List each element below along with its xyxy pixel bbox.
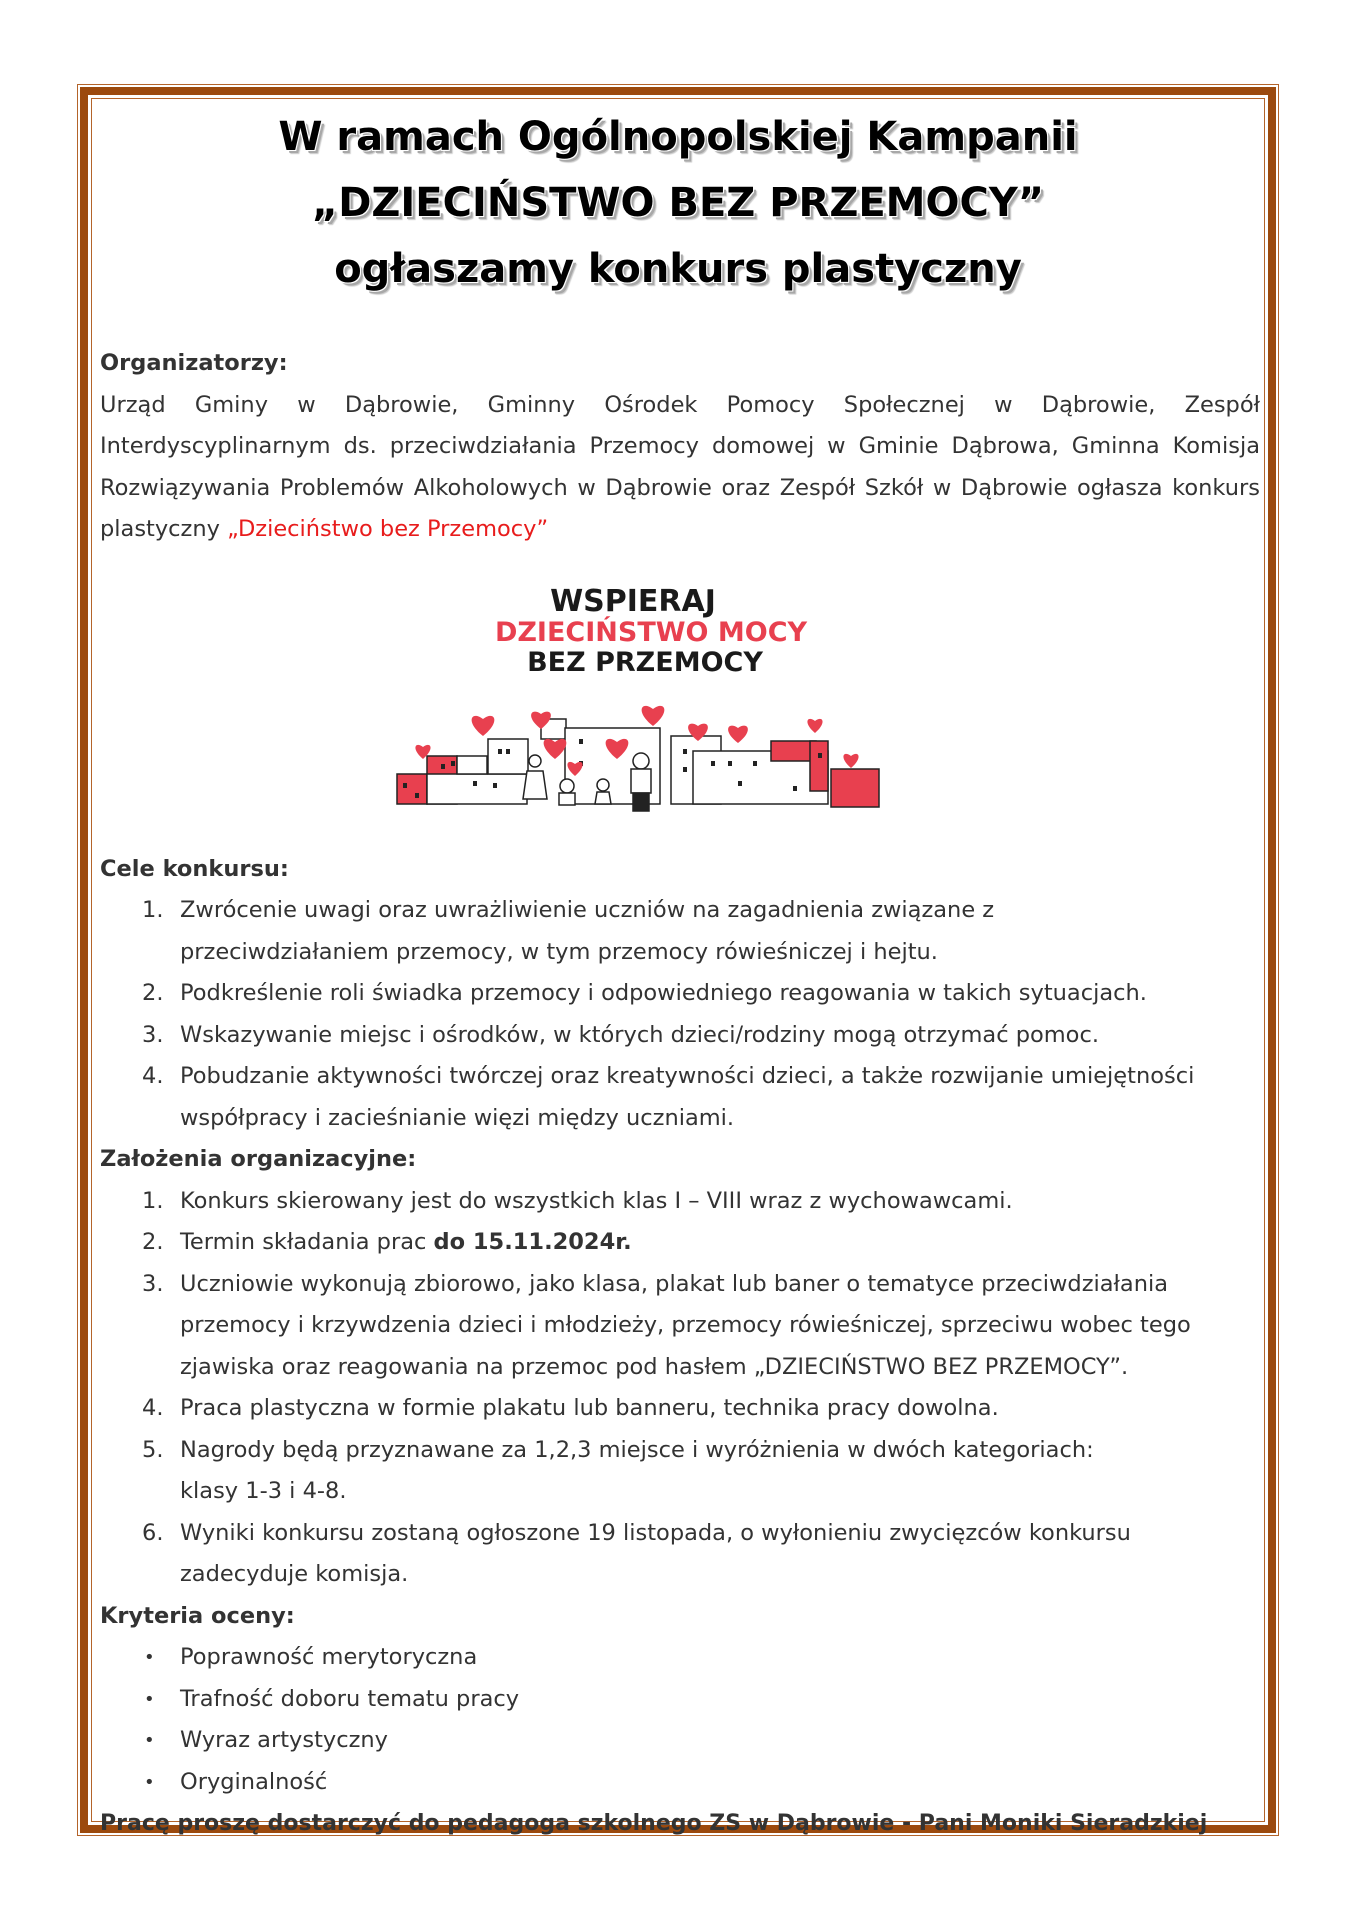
assumption-item: 3. Uczniowie wykonują zbiorowo, jako klasa, plakat lub baner o tematyce przeciwdziałania przemocy i krzywdzenia dzieci i młodzieży, przemocy rówieśniczej, sprzeciwu wobec tego zjawiska oraz reagowania na przemoc pod hasłem „DZIECIŃSTWO BEZ PRZEMOCY”. [142, 1270, 1191, 1380]
assumption-item-deadline: 2. Termin składania prac do 15.11.2024r. [142, 1229, 632, 1255]
organizers-heading: Organizatorzy: [100, 350, 288, 376]
logo-text-line2: DZIECIŃSTWO MOCY [494, 616, 808, 648]
goals-heading: Cele konkursu: [100, 855, 289, 882]
assumption-item: 1. Konkurs skierowany jest do wszystkich klas I – VIII wraz z wychowawcami. [142, 1187, 1013, 1214]
goal-item: 3. Wskazywanie miejsc i ośrodków, w których dzieci/rodziny mogą otrzymać pomoc. [142, 1021, 1099, 1048]
bullet-icon: • [144, 1771, 155, 1793]
logo-text-line3: BEZ PRZEMOCY [527, 646, 763, 678]
criteria-heading: Kryteria oceny: [100, 1602, 295, 1629]
bullet-icon: • [144, 1730, 155, 1751]
criteria-item: • Wyraz artystyczny [100, 1720, 1260, 1762]
title-line-3: ogłaszamy konkurs plastyczny [334, 246, 1022, 292]
title-line-2: „DZIECIŃSTWO BEZ PRZEMOCY” [311, 180, 1045, 226]
contest-name-highlight: „Dzieciństwo bez Przemocy” [227, 516, 549, 542]
title-line-1: W ramach Ogólnopolskiej Kampanii [278, 114, 1078, 160]
assumptions-list [100, 1181, 1260, 1596]
assumption-item: 5. Nagrody będą przyznawane za 1,2,3 miejsce i wyróżnienia w dwóch kategoriach: klasy 1-3 i 4-8. [142, 1436, 1094, 1504]
criteria-list [100, 1637, 1260, 1803]
assumptions-heading: Założenia organizacyjne: [100, 1146, 417, 1172]
goal-item: 1. Zwrócenie uwagi oraz uwrażliwienie uczniów na zagadnienia związane z przeciwdziałaniem przemocy, w tym przemocy rówieśniczej i hejtu. [142, 897, 995, 965]
organizers-text: Urząd Gminy w Dąbrowie, Gminny Ośrodek Pomocy Społecznej w Dąbrowie, Zespół Interdyscyplinarnym ds. przeciwdziałania Przemocy domowej w Gminie Dąbrowa, Gminna Komisja Rozwiązywania Problemów Alkoholowych w Dąbrowie oraz Zespół Szkół w Dąbrowie ogłasza konkurs plastyczny [100, 391, 1260, 542]
criteria-item: • Poprawność merytoryczna [100, 1637, 1260, 1679]
submission-instructions: Pracę proszę dostarczyć do pedagoga szkolnego ZS w Dąbrowie - Pani Moniki Sieradzkiej [100, 1811, 1208, 1836]
campaign-logo [393, 571, 905, 821]
goal-item: 2. Podkreślenie roli świadka przemocy i odpowiedniego reagowania w takich sytuacjach. [142, 980, 1147, 1006]
criteria-item: • Oryginalność [100, 1762, 1260, 1804]
bullet-icon: • [144, 1647, 155, 1668]
organizers-paragraph [100, 385, 1260, 551]
assumption-item: 4. Praca plastyczna w formie plakatu lub banneru, technika pracy dowolna. [142, 1395, 999, 1421]
goals-list [100, 890, 1260, 1139]
goal-item: 4. Pobudzanie aktywności twórczej oraz kreatywności dzieci, a także rozwijanie umiejętności współpracy i zacieśnianie więzi między uczniami. [142, 1063, 1195, 1131]
assumption-item: 6. Wyniki konkursu zostaną ogłoszone 19 listopada, o wyłonieniu zwycięzców konkursu zadecyduje komisja. [142, 1519, 1131, 1587]
document-body [100, 343, 1260, 1845]
page-title [92, 104, 1264, 302]
bullet-icon: • [144, 1688, 155, 1710]
deadline-date: do 15.11.2024r. [433, 1229, 632, 1255]
logo-text-line1: WSPIERAJ [550, 583, 716, 619]
campaign-logo-illustration [393, 571, 905, 821]
criteria-item: • Trafność doboru tematu pracy [100, 1679, 1260, 1721]
